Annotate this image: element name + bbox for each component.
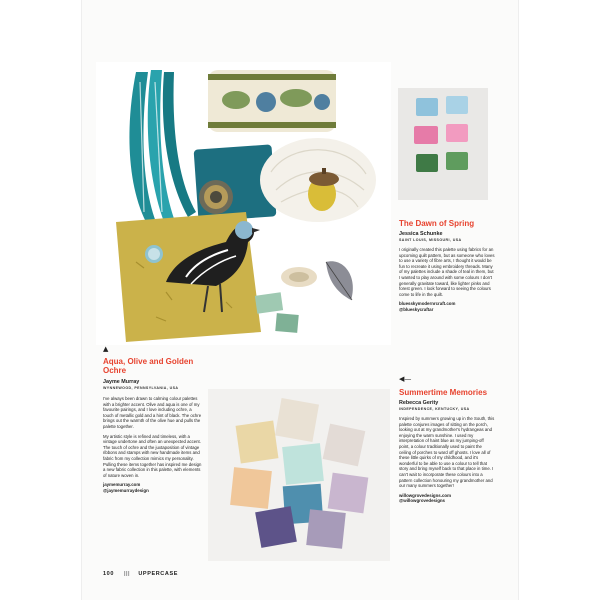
thread-illustration	[398, 88, 488, 200]
website-link[interactable]: bluesskymodernrcraft.com	[399, 301, 456, 307]
author-name: Jessica Schunke	[399, 231, 443, 237]
flatlay-photo	[96, 62, 391, 345]
social-link[interactable]: @jaymemurraydesign	[103, 487, 149, 493]
website-link[interactable]: jaymemurray.com	[103, 482, 141, 488]
author-location: WYNNEWOOD, PENNSYLVANIA, USA	[103, 386, 179, 390]
author-location: SAINT LOUIS, MISSOURI, USA	[399, 238, 462, 242]
article-title: Summertime Memories	[399, 388, 488, 397]
social-link[interactable]: @blueskycraftar	[399, 306, 434, 312]
paragraph: My artistic style is refined and timeless, with a vintage undertone and often an unexpected accent. The touch of ochre and the juxtaposition of vintage ribbons and stamps with new handmade items and fabric from my collection mimics my personality. Pulling these items together has inspired me design a new fabric collection in this palette, with elements of nature woven in.	[103, 433, 202, 478]
embroidery-thread-photo	[398, 88, 488, 200]
social-link[interactable]: @willowgrovedesigns	[399, 498, 446, 504]
page-footer	[103, 571, 178, 577]
magazine-name: UPPERCASE	[138, 571, 178, 577]
flatlay-illustration	[96, 62, 391, 345]
up-arrow-icon: ▲	[103, 345, 109, 353]
author-name: Rebecca Gerity	[399, 400, 439, 406]
paragraph: I originally created this palette using fabrics for an upcoming quilt pattern, but as someone who loves to use a variety of fibre arts, I thought it would be fun to recreate it using embroidery threads. Many of my palettes include a shade of teal in them, but I wanted to play around with some colours I don't generally gravitate toward, like lighter pinks and forest green. I look forward to seeing the colours come to life in the quilt.	[399, 247, 495, 297]
page-number: 100	[103, 571, 114, 577]
right-top-article	[399, 219, 495, 313]
author-location: INDEPENDENCE, KENTUCKY, USA	[399, 407, 470, 411]
website-link[interactable]: willowgrovedesigns.com	[399, 492, 451, 498]
article-title: Aqua, Olive and Golden Ochre	[103, 357, 194, 375]
paint-chips-photo	[208, 389, 390, 561]
footer-divider: |||	[124, 571, 131, 577]
right-bottom-article	[399, 376, 495, 504]
paragraph: Inspired by summers growing up in the South, this palette conjures images of sitting on the porch, looking out at my grandmother's hydrangeas and enjoying the warm sunshine. I used my interpretation of haint blue as my jumping-off point, a colour traditionally used to paint the ceiling of porches to ward off ghosts. I love all of these little quirks of my childhood, and it's wonderful to be able to use a colour to tell that story and bring myself back to that place in time. I can't wait to incorporate these colours into a pattern collection honouring my grandmother and our many summers together!	[399, 416, 495, 489]
article-title: The Dawn of Spring	[399, 219, 475, 228]
paint-chip-illustration	[208, 389, 390, 561]
left-article	[103, 346, 203, 494]
left-arrow-icon: ◀—	[399, 375, 412, 383]
author-name: Jayme Murray	[103, 379, 140, 385]
paragraph: I've always been drawn to calming colour palettes with a brighter accent. Olive and aqua is one of my favourite pairings, and I love including ochre, a touch of metallic gold and a hint of black. The ochre brings out the warmth of the olive hue and pulls the palette together.	[103, 396, 202, 429]
